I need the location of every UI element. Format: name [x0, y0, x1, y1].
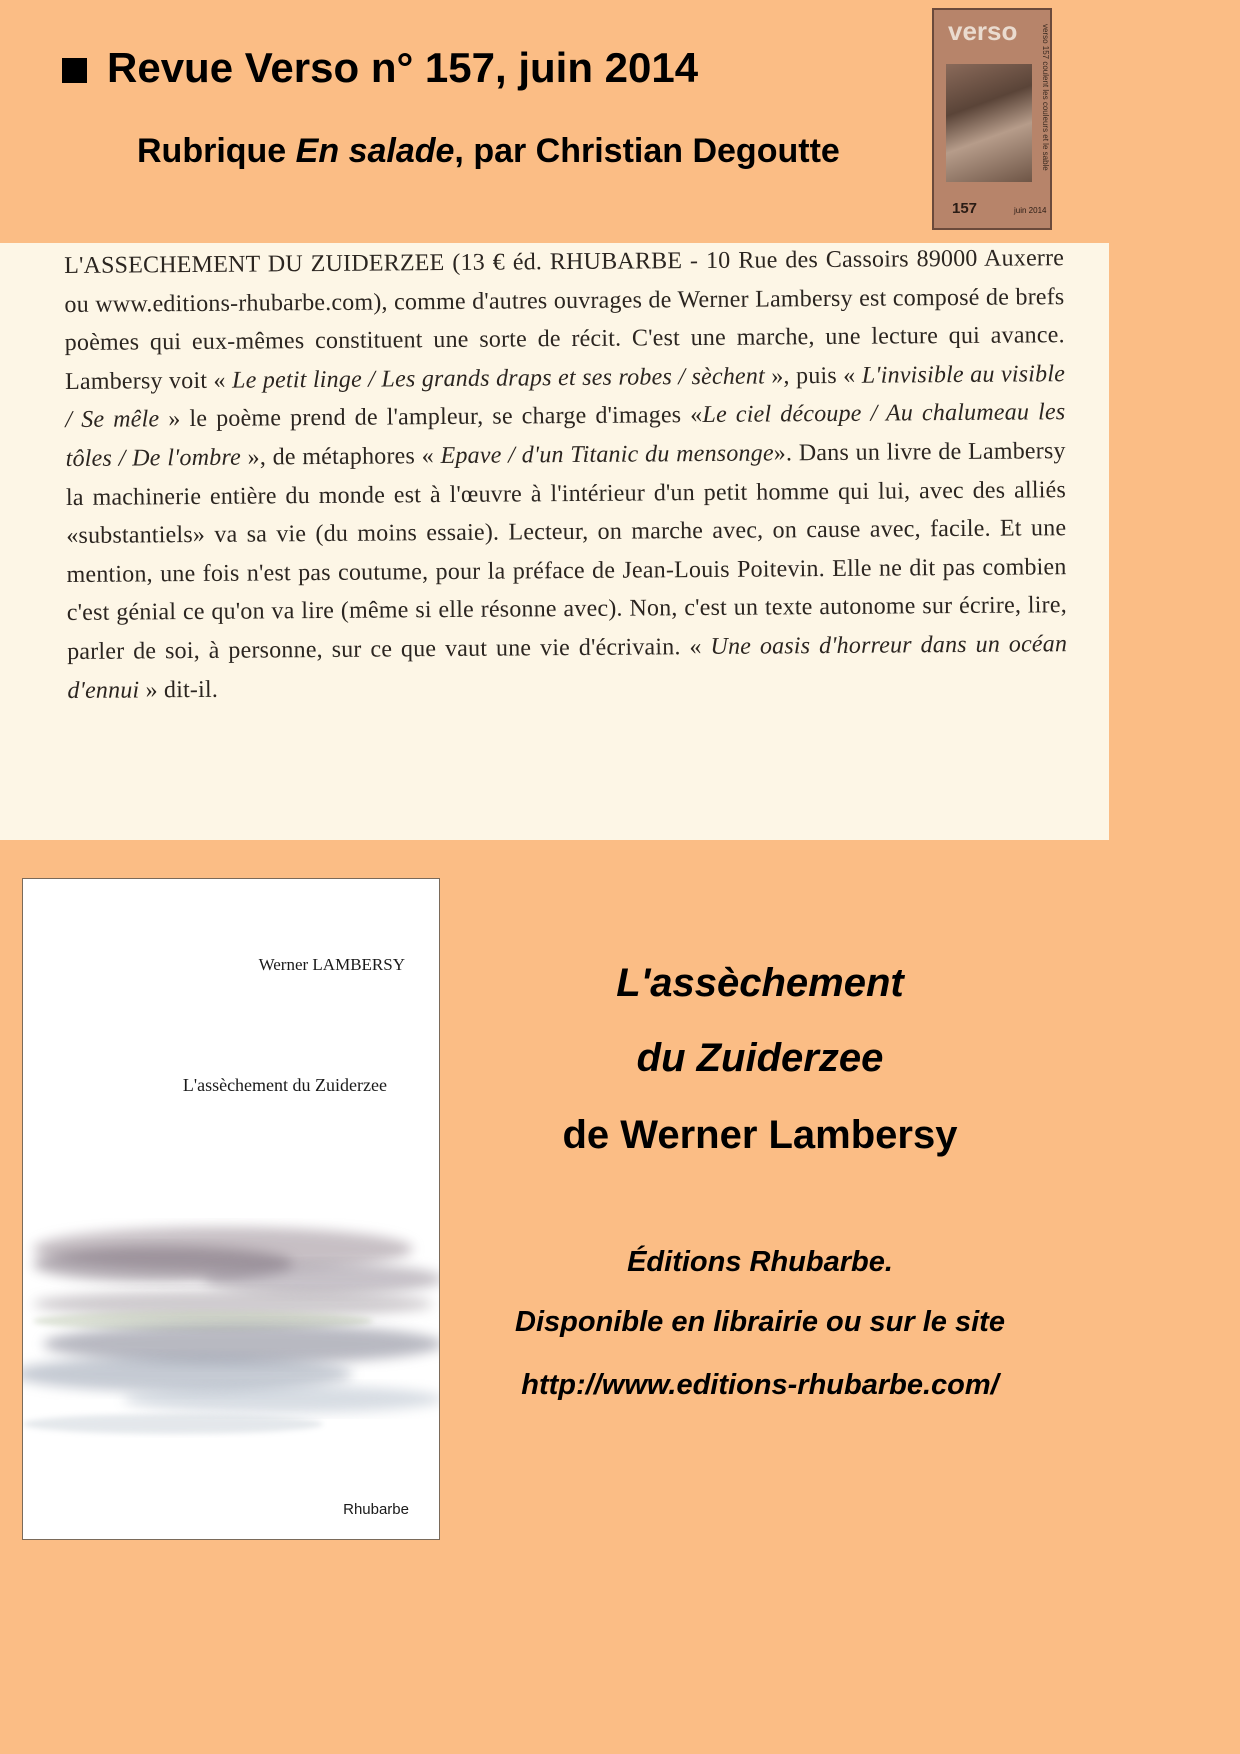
book-cover-publisher: Rhubarbe	[343, 1501, 409, 1518]
subtitle-prefix: Rubrique	[137, 132, 296, 170]
article-segment: L'ASSECHEMENT DU ZUIDERZEE	[64, 250, 445, 279]
availability-line: Disponible en librairie ou sur le site	[515, 1306, 1005, 1338]
article-quote: Le ciel découpe / Au chalumeau les tôles / De l'ombre	[65, 399, 1066, 472]
bullet-square-icon	[62, 58, 87, 83]
book-title-line1: L'assèchement	[616, 961, 904, 1005]
magazine-cover-photo	[946, 64, 1032, 182]
page-subtitle	[137, 132, 840, 171]
article-text	[64, 243, 1068, 710]
subtitle-suffix: , par Christian Degoutte	[454, 132, 840, 170]
article-clipping	[0, 243, 1109, 840]
header-section	[0, 0, 1109, 240]
article-quote: Le petit linge / Les grands draps et ses robes / sèchent	[231, 363, 766, 394]
magazine-spine-text: verso 157 coulent les couleurs et le sable	[1041, 24, 1050, 171]
magazine-issue-date: juin 2014	[1014, 206, 1047, 215]
article-segment: ». Dans un livre de Lambersy la machinerie entière du monde est à l'œuvre à l'intérieur d'un petit homme qui lui, avec des alliés «substantiels» va sa vie (du moins essaie). Lecteur, on marche avec, on cause avec, facile. Et une mention, une fois n'est pas coutume, pour la préface de Jean-Louis Poitevin. Elle ne dit pas combien c'est génial ce qu'on va lire (même si elle résonne avec). Non, c'est un texte autonome sur écrire, lire, parler de soi, à personne, sur ce que vaut une vie d'écrivain. «	[65, 438, 1067, 665]
watercolor-illustration	[23, 1209, 440, 1459]
magazine-logo: verso	[948, 16, 1018, 46]
page-title: Revue Verso n° 157, juin 2014	[107, 44, 699, 91]
book-author-line: de Werner Lambersy	[562, 1113, 958, 1157]
magazine-cover-image	[932, 8, 1052, 230]
article-quote: Une oasis d'horreur dans un océan d'ennui	[67, 631, 1068, 704]
article-quote: Epave / d'un Titanic du mensonge	[440, 440, 774, 470]
publisher-line: Éditions Rhubarbe.	[627, 1246, 893, 1278]
book-cover-author: Werner LAMBERSY	[258, 955, 405, 974]
subtitle-rubric: En salade	[295, 132, 455, 170]
article-segment: », puis «	[764, 362, 862, 390]
article-segment: » le poème prend de l'ampleur, se charge d'images «	[159, 402, 703, 433]
publisher-url[interactable]: http://www.editions-rhubarbe.com/	[521, 1369, 999, 1401]
article-segment: (13 € éd. RHUBARBE - 10 Rue des Cassoirs 89000 Auxerre ou www.editions-rhubarbe.com), comme d'autres ouvrages de Werner Lambersy est composé de brefs poèmes qui eux-mêmes constituent une sorte de récit. C'est une marche, une lecture qui avance. Lambersy voit «	[64, 245, 1065, 395]
book-title-line2: du Zuiderzee	[636, 1036, 884, 1080]
magazine-issue-number: 157	[952, 200, 978, 217]
article-segment: », de métaphores «	[240, 443, 441, 471]
book-section	[0, 843, 1109, 1568]
book-cover-title: L'assèchement du Zuiderzee	[182, 1075, 387, 1095]
book-cover-image	[22, 878, 440, 1540]
article-segment: » dit-il.	[139, 676, 219, 703]
article-quote: L'invisible au visible / Se mêle	[65, 360, 1066, 434]
